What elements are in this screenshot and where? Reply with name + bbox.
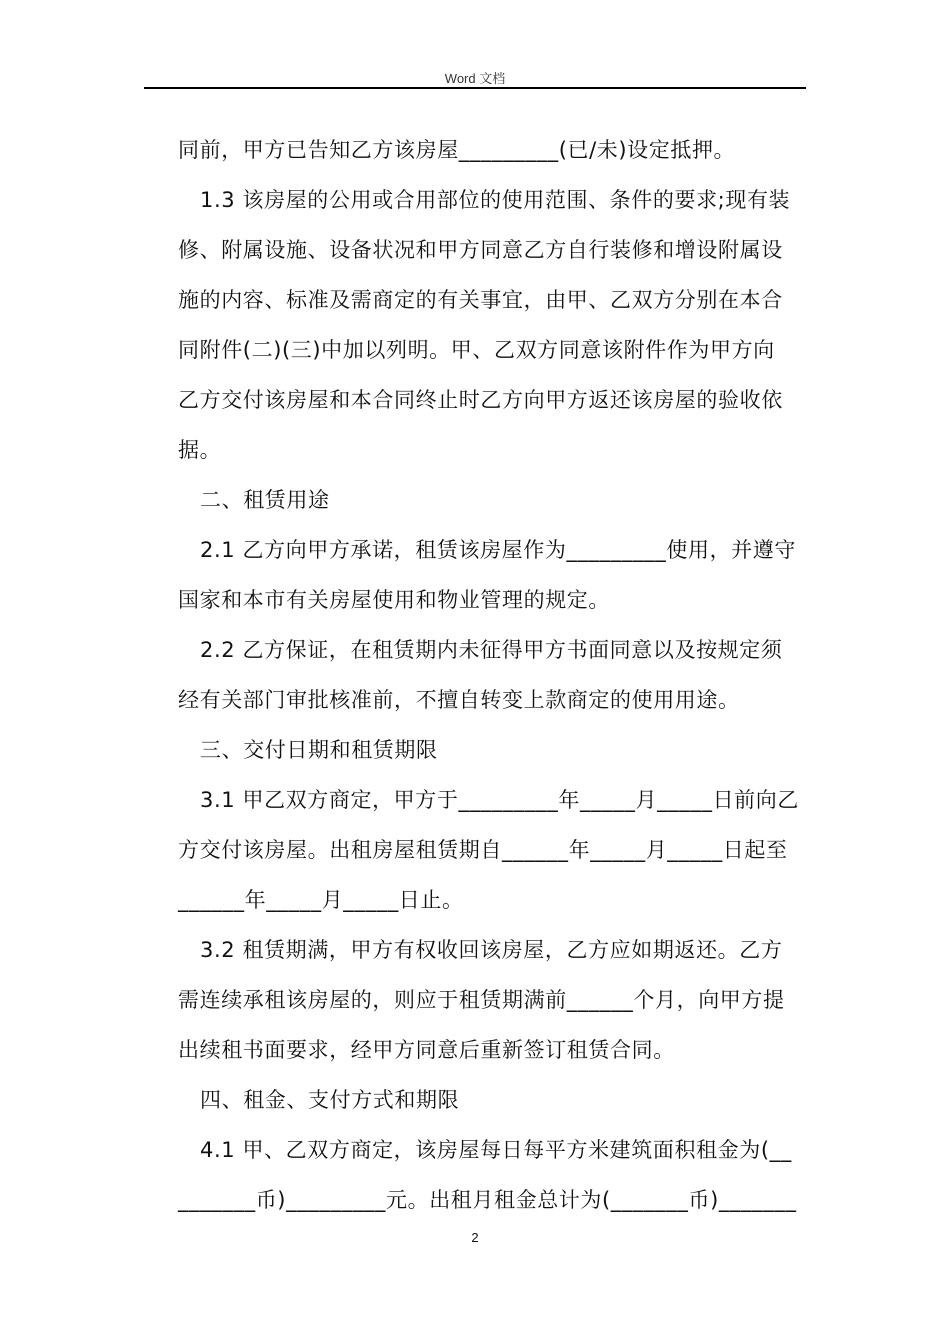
body-line-1: 同前，甲方已告知乙方该房屋_________(已/未)设定抵押。: [178, 138, 736, 162]
body-line-5: 同附件(二)(三)中加以列明。甲、乙双方同意该附件作为甲方向: [178, 338, 775, 362]
body-line-10: 国家和本市有关房屋使用和物业管理的规定。: [178, 588, 610, 612]
body-line-17: 3.2 租赁期满，甲方有权收回该房屋，乙方应如期返还。乙方: [200, 938, 783, 962]
body-line-21: 4.1 甲、乙双方商定，该房屋每日每平方米建筑面积租金为(__: [200, 1138, 792, 1162]
body-line-9: 2.1 乙方向甲方承诺，租赁该房屋作为_________使用，并遵守: [200, 538, 796, 562]
header-divider: [144, 87, 806, 89]
body-line-15: 方交付该房屋。出租房屋租赁期自______年_____月_____日起至: [178, 838, 788, 862]
document-header-title: Word 文档: [444, 71, 506, 86]
body-line-2: 1.3 该房屋的公用或合用部位的使用范围、条件的要求;现有装: [200, 188, 791, 212]
body-line-11: 2.2 乙方保证，在租赁期内未征得甲方书面同意以及按规定须: [200, 638, 783, 662]
body-line-6: 乙方交付该房屋和本合同终止时乙方向甲方返还该房屋的验收依: [178, 388, 783, 412]
body-line-12: 经有关部门审批核准前，不擅自转变上款商定的使用用途。: [178, 688, 740, 712]
section-heading-usage: 二、租赁用途: [200, 488, 330, 512]
body-line-14: 3.1 甲乙双方商定，甲方于_________年_____月_____日前向乙: [200, 788, 799, 812]
section-heading-delivery: 三、交付日期和租赁期限: [200, 738, 438, 762]
body-line-18: 需连续承租该房屋的，则应于租赁期满前______个月，向甲方提: [178, 988, 785, 1012]
body-line-19: 出续租书面要求，经甲方同意后重新签订租赁合同。: [178, 1038, 675, 1062]
body-line-22: _______币)_________元。出租月租金总计为(_______币)_______: [178, 1188, 797, 1212]
page-number: 2: [471, 1230, 479, 1245]
body-line-4: 施的内容、标准及需商定的有关事宜，由甲、乙双方分别在本合: [178, 288, 783, 312]
section-heading-rent: 四、租金、支付方式和期限: [200, 1088, 460, 1112]
body-line-3: 修、附属设施、设备状况和甲方同意乙方自行装修和增设附属设: [178, 238, 783, 262]
document-body: [178, 125, 804, 1225]
body-line-7: 据。: [178, 438, 222, 462]
body-line-16: ______年_____月_____日止。: [178, 888, 464, 912]
